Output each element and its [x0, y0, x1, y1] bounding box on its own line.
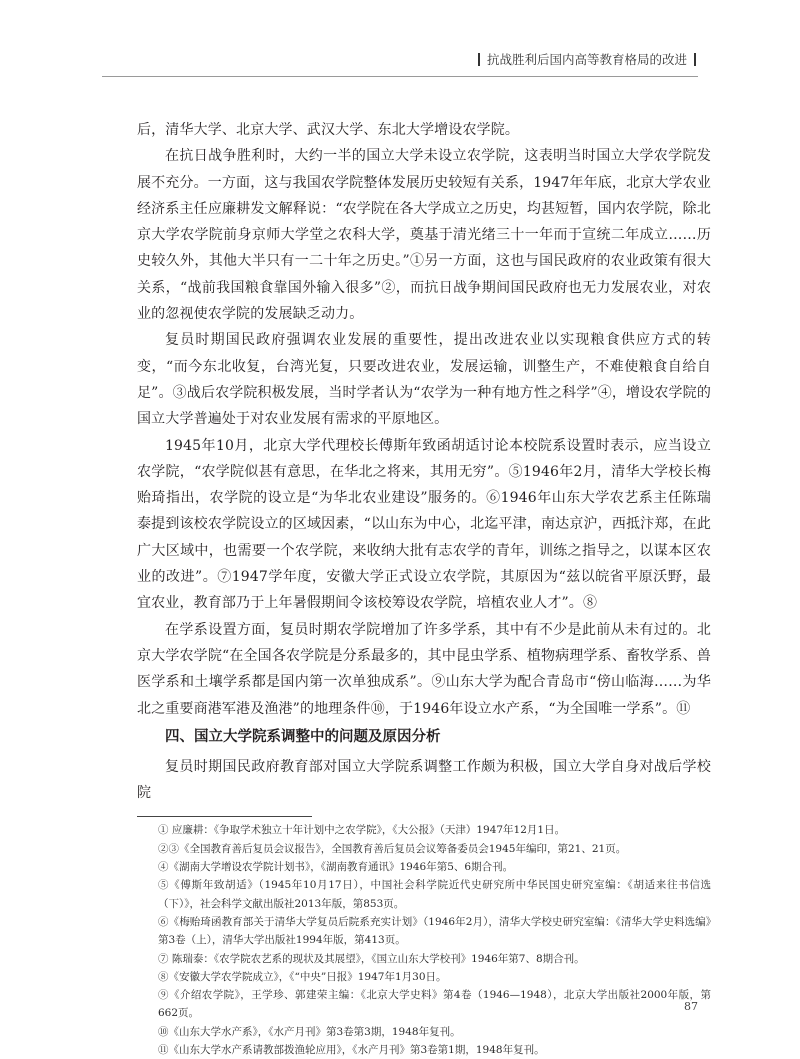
paragraph: 1945年10月，北京大学代理校长傅斯年致函胡适讨论本校院系设置时表示，应当设立农学院，“农学院似甚有意思，在华北之将来，其用无穷”。⑤1946年2月，清华大学校长梅贻琦指出，农学院的设立是“为华北农业建设”服务的。⑥1946年山东大学农艺系主任陈瑞泰提到该校农学院设立的区域因素，“以山东为中心，北迄平津，南达京沪，西抵汴郑，在此广大区域中，也需要一个农学院，来收纳大批有志农学的青年，训练之指导之，以谋本区农业的改进”。⑦1947学年度，安徽大学正式设立农学院，其原因为“兹以皖省平原沃野，最宜农业，教育部乃于上年暑假期间令该校筹设农学院，培植农业人才”。⑧: [137, 437, 711, 612]
footnote: ⑨《介绍农学院》，王学珍、郭建荣主编：《北京大学史料》第4卷（1946—1948），北京大学出版社2000年版，第662页。: [158, 989, 711, 1020]
footnote: ④《湖南大学增设农学院计划书》，《湖南教育通讯》1946年第5、6期合刊。: [158, 861, 514, 874]
section-heading: 四、国立大学院系调整中的问题及原因分析: [165, 728, 441, 745]
footnote: ②③《全国教育善后复员会议报告》，全国教育善后复员会议筹备委员会1945年编印，第21、21页。: [158, 842, 627, 855]
running-header-title: 抗战胜利后国内高等教育格局的改进: [486, 52, 687, 67]
footnote: ⑥《梅贻琦函教育部关于清华大学复员后院系充实计划》（1946年2月），清华大学校史研究室编：《清华大学史料选编》第3卷（上），清华大学出版社1994年版，第413页。: [158, 915, 711, 947]
paragraph: 后，清华大学、北京大学、武汉大学、东北大学增设农学院。: [137, 122, 520, 138]
footnote: ⑦ 陈瑞泰：《农学院农艺系的现状及其展望》，《国立山东大学校刊》1946年第7、8期合刊。: [158, 952, 585, 965]
footnote: ⑩《山东大学水产系》，《水产月刊》第3卷第3期，1948年复刊。: [158, 1025, 461, 1038]
header-bar-left: [478, 53, 480, 66]
footnote: ① 应廉耕：《争取学术独立十年计划中之农学院》，《大公报》（天津）1947年12月1日。: [158, 824, 566, 837]
page-number: 87: [684, 1000, 698, 1013]
header-bar-right: [694, 53, 696, 66]
paragraph: 在学系设置方面，复员时期农学院增加了许多学系，其中有不少是此前从未有过的。北京大学农学院“在全国各农学院是分系最多的，其中昆虫学系、植物病理学系、畜牧学系、兽医学系和土壤学系都是国内第一次单独成系”。⑨山东大学为配合青岛市“傍山临海……为华北之重要商港军港及渔港”的地理条件⑩，于1946年设立水产系，“为全国唯一学系”。⑪: [137, 621, 711, 717]
running-header: [478, 50, 696, 68]
page-body: [137, 117, 711, 1059]
footnote-divider: [137, 816, 312, 817]
paragraph: 复员时期国民政府强调农业发展的重要性，提出改进农业以实现粮食供应方式的转变，“而今东北收复，台湾光复，只要改进农业，发展运输，训整生产，不难使粮食自给自足”。③战后农学院积极发展，当时学者认为“农学为一种有地方性之科学”④，增设农学院的国立大学普遍处于对农业发展有需求的平原地区。: [137, 332, 711, 428]
footnote: ⑪《山东大学水产系请教部拨渔轮应用》，《水产月刊》第3卷第1期，1948年复刊。: [158, 1043, 545, 1056]
footnote: ⑤《傅斯年致胡适》（1945年10月17日），中国社会科学院近代史研究所中华民国史研究室编：《胡适来往书信选（下）》，社会科学文献出版社2013年版，第853页。: [158, 879, 711, 910]
header-rule: [102, 76, 698, 77]
footnote: ⑧《安徽大学农学院成立》，《“中央”日报》1947年1月30日。: [158, 970, 447, 983]
footnotes: [137, 821, 711, 1059]
paragraph: 复员时期国民政府教育部对国立大学院系调整工作颇为积极，国立大学自身对战后学校院: [137, 758, 711, 802]
paragraph: 在抗日战争胜利时，大约一半的国立大学未设立农学院，这表明当时国立大学农学院发展不充分。一方面，这与我国农学院整体发展历史较短有关系，1947年年底，北京大学农业经济系主任应廉耕发文解释说：“农学院在各大学成立之历史，均甚短暂，国内农学院，除北京大学农学院前身京师大学堂之农科大学，奠基于清光绪三十一年而于宣统二年成立……历史较久外，其他大半只有一二十年之历史。”①另一方面，这也与国民政府的农业政策有很大关系，“战前我国粮食靠国外输入很多”②，而抗日战争期间国民政府也无力发展农业，对农业的忽视使农学院的发展缺乏动力。: [137, 148, 711, 323]
